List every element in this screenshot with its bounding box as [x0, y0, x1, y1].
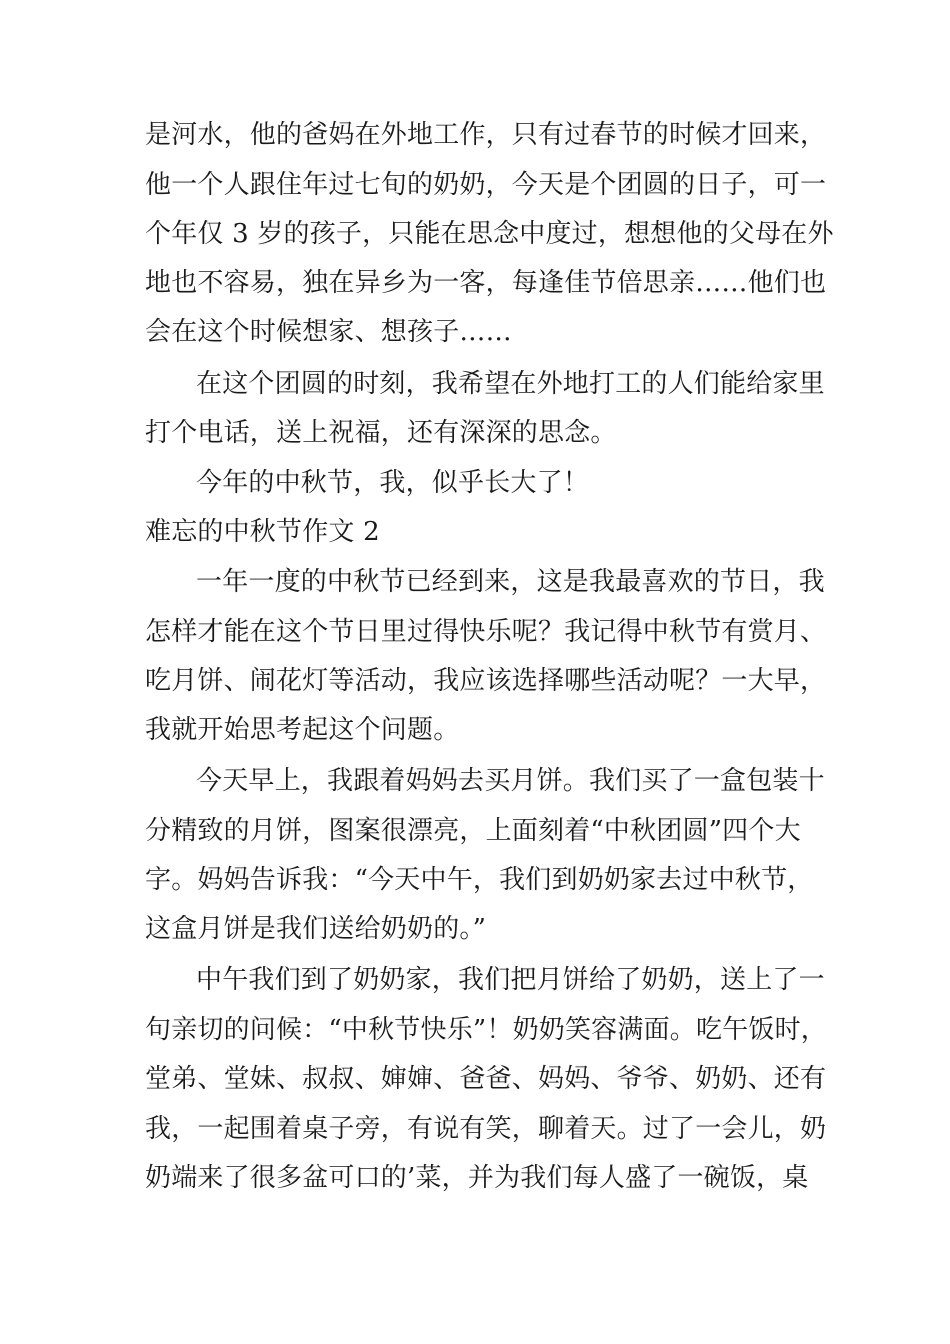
text-line: 我就开始思考起这个问题。 [145, 715, 460, 745]
paragraph-line: 在这个团圆的时刻，我希望在外地打工的人们能给家里 [196, 369, 825, 399]
text-line: 会在这个时候想家、想孩子…… [145, 317, 512, 347]
text-line: 句亲切的问候：“中秋节快乐”！奶奶笑容满面。吃午饭时， [145, 1015, 827, 1045]
text-line: 分精致的月饼，图案很漂亮，上面刻着“中秋团圆”四个大 [145, 816, 801, 846]
text-line: 打个电话，送上祝福，还有深深的思念。 [145, 418, 617, 448]
paragraph-line: 中午我们到了奶奶家，我们把月饼给了奶奶，送上了一 [196, 965, 825, 995]
text-line: 是河水，他的爸妈在外地工作，只有过春节的时候才回来， [145, 120, 827, 150]
text-line: 奶端来了很多盆可口的’菜，并为我们每人盛了一碗饭，桌 [145, 1163, 809, 1193]
paragraph-line: 一年一度的中秋节已经到来，这是我最喜欢的节日，我 [196, 567, 825, 597]
text-line: 他一个人跟住年过七旬的奶奶，今天是个团圆的日子，可一 [145, 170, 827, 200]
paragraph-line: 今年的中秋节，我，似乎长大了！ [196, 468, 590, 498]
paragraph-line: 今天早上，我跟着妈妈去买月饼。我们买了一盒包装十 [196, 766, 825, 796]
text-line: 地也不容易，独在异乡为一客，每逢佳节倍思亲……他们也 [145, 268, 827, 298]
text-line: 吃月饼、闹花灯等活动，我应该选择哪些活动呢？一大早， [145, 666, 827, 696]
text-line: 这盒月饼是我们送给奶奶的。” [145, 914, 487, 944]
text-line: 堂弟、堂妹、叔叔、婶婶、爸爸、妈妈、爷爷、奶奶、还有 [145, 1064, 827, 1094]
text-line: 怎样才能在这个节日里过得快乐呢？我记得中秋节有赏月、 [145, 617, 827, 647]
text-line: 字。妈妈告诉我：“今天中午，我们到奶奶家去过中秋节， [145, 865, 814, 895]
text-line: 我，一起围着桌子旁，有说有笑，聊着天。过了一会儿，奶 [145, 1114, 827, 1144]
section-heading: 难忘的中秋节作文 2 [145, 517, 380, 547]
text-line: 个年仅 3 岁的孩子，只能在思念中度过，想想他的父母在外 [145, 219, 834, 249]
